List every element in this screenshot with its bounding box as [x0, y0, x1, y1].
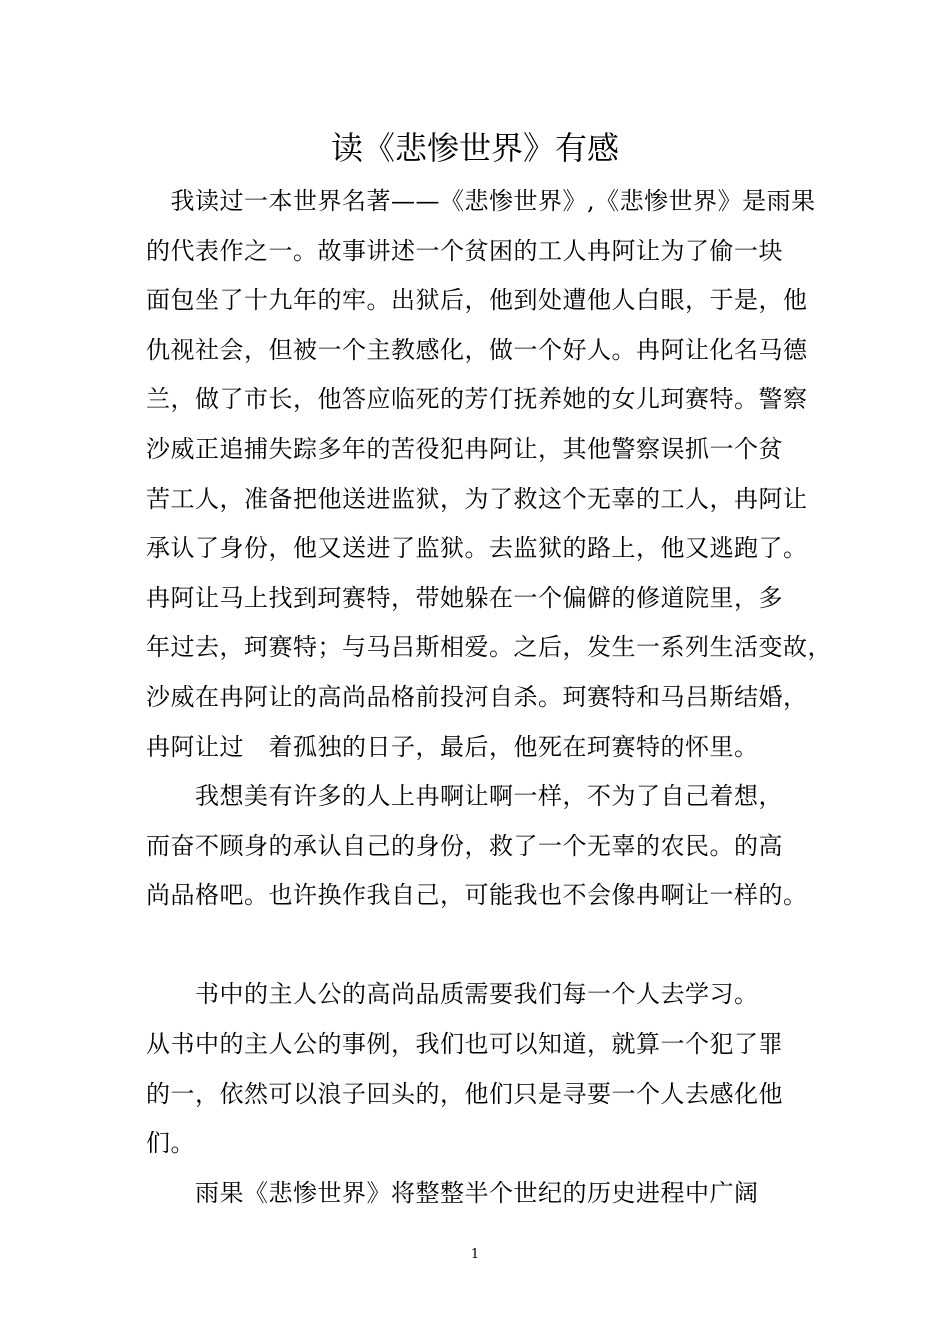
text-line: 年过去，珂赛特；与马吕斯相爱。之后，发生一系列生活变故，: [146, 633, 832, 661]
text-line: 我想美有许多的人上冉啊让啊一样，不为了自己着想，: [146, 782, 783, 810]
text-line: 沙威在冉阿让的高尚品格前投河自杀。珂赛特和马吕斯结婚，: [146, 683, 808, 711]
text-line: 们。: [146, 1129, 195, 1157]
text-line: 仇视社会，但被一个主教感化，做一个好人。冉阿让化名马德: [146, 336, 808, 364]
document-title: 读《悲惨世界》有感: [330, 129, 619, 167]
page-number: 1: [470, 1247, 480, 1262]
text-line: 承认了身份，他又送进了监狱。去监狱的路上，他又逃跑了。: [146, 534, 808, 562]
text-line: 的一，依然可以浪子回头的，他们只是寻要一个人去感化他: [146, 1080, 783, 1108]
text-line: 面包坐了十九年的牢。出狱后，他到处遭他人白眼，于是，他: [146, 286, 808, 314]
text-line: 冉阿让过 着孤独的日子，最后，他死在珂赛特的怀里。: [146, 733, 759, 761]
text-line: 的代表作之一。故事讲述一个贫困的工人冉阿让为了偷一块: [146, 237, 783, 265]
text-line: 尚品格吧。也许换作我自己，可能我也不会像冉啊让一样的。: [146, 881, 808, 909]
text-line: 苦工人，准备把他送进监狱，为了救这个无辜的工人，冉阿让: [146, 485, 808, 513]
text-line: 沙威正追捕失踪多年的苦役犯冉阿让，其他警察误抓一个贫: [146, 435, 783, 463]
text-line: 我读过一本世界名著——《悲惨世界》,《悲惨世界》是雨果: [146, 187, 816, 215]
text-line: 从书中的主人公的事例，我们也可以知道，就算一个犯了罪: [146, 1030, 783, 1058]
text-line: 冉阿让马上找到珂赛特，带她躲在一个偏僻的修道院里，多: [146, 584, 783, 612]
text-line: 雨果《悲惨世界》将整整半个世纪的历史进程中广阔: [146, 1179, 759, 1207]
text-line: 兰，做了市长，他答应临死的芳仃抚养她的女儿珂赛特。警察: [146, 385, 808, 413]
text-line: 而奋不顾身的承认自己的身份，救了一个无辜的农民。的高: [146, 832, 783, 860]
text-line: 书中的主人公的高尚品质需要我们每一个人去学习。: [146, 980, 759, 1008]
